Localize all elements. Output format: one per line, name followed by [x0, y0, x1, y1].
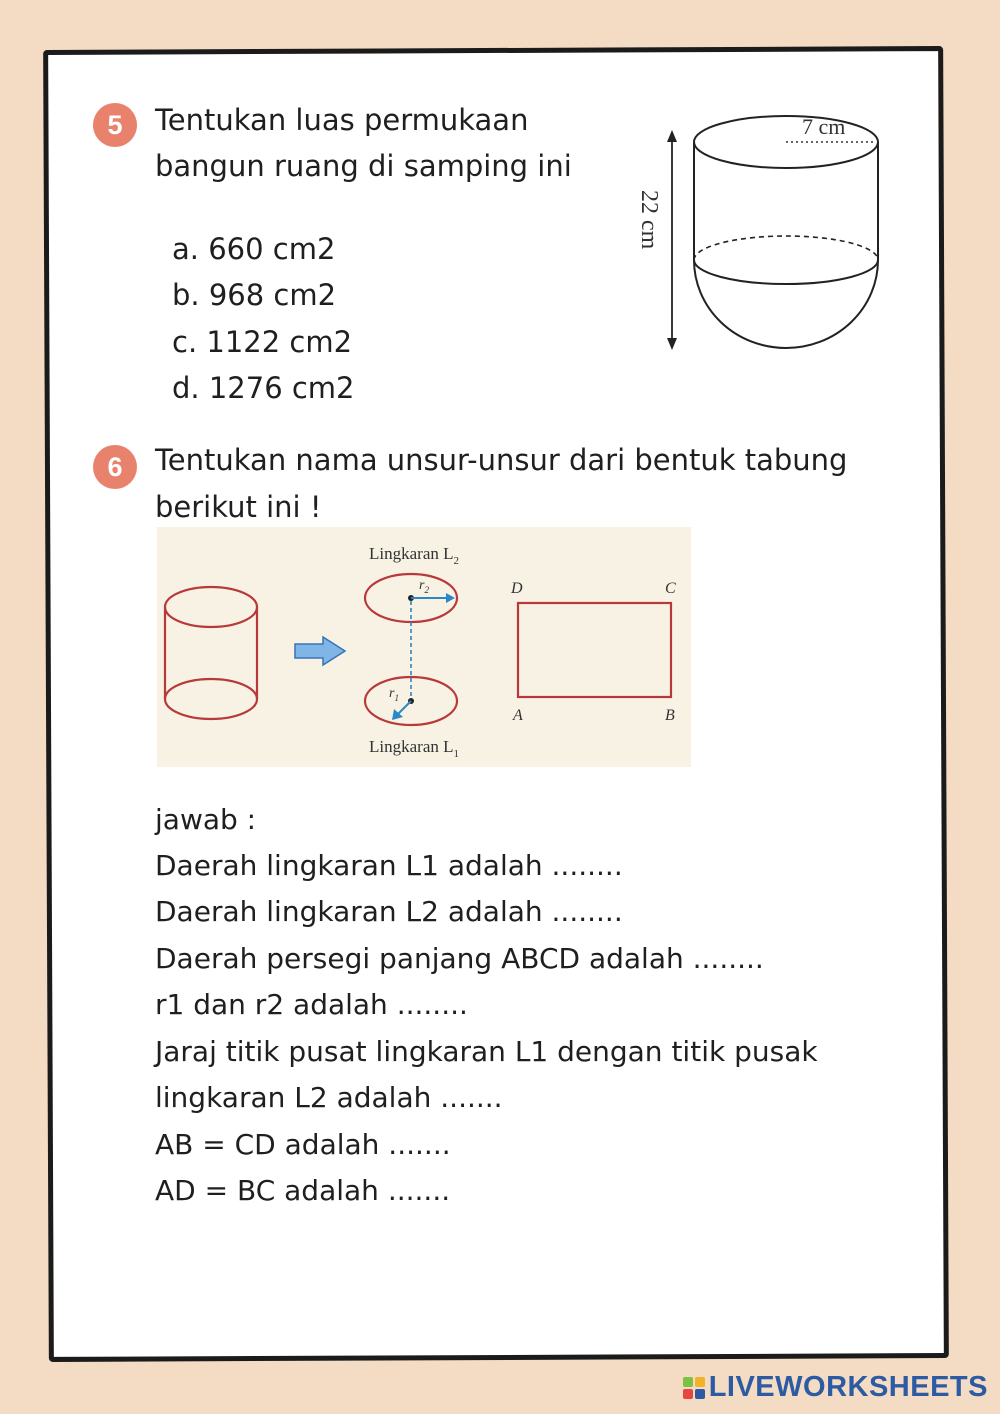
corner-c-label: C: [665, 580, 676, 597]
question-6-line-1: Tentukan nama unsur-unsur dari bentuk tabung: [155, 443, 848, 477]
corner-b-label: B: [665, 707, 675, 724]
corner-d-label: D: [511, 580, 523, 597]
question-5-option-c[interactable]: c. 1122 cm2: [172, 325, 353, 359]
liveworksheets-logo-icon: [683, 1377, 705, 1399]
question-6-badge: 6: [93, 445, 137, 489]
question-6-line-2: berikut ini !: [155, 490, 322, 524]
height-arrow-bottom: [667, 338, 677, 350]
answer-line-l2[interactable]: Daerah lingkaran L2 adalah ........: [155, 895, 623, 928]
answer-heading: jawab :: [155, 803, 257, 836]
net-figure-background: [157, 527, 691, 767]
cylinder-hemisphere-figure: [620, 100, 910, 365]
answer-line-ab-cd[interactable]: AB = CD adalah .......: [155, 1128, 451, 1161]
question-5-line-1: Tentukan luas permukaan: [155, 103, 529, 137]
cylinder-net-figure: [157, 527, 691, 767]
answer-line-r1-r2[interactable]: r1 dan r2 adalah ........: [155, 988, 468, 1021]
answer-line-ad-bc[interactable]: AD = BC adalah .......: [155, 1174, 451, 1207]
brand-text: LIVEWORKSHEETS: [708, 1371, 988, 1403]
middle-ellipse-back: [694, 236, 878, 260]
question-5-option-a[interactable]: a. 660 cm2: [172, 232, 336, 266]
answer-line-distance-1: Jaraj titik pusat lingkaran L1 dengan titik pusak: [155, 1035, 818, 1068]
answer-line-abcd[interactable]: Daerah persegi panjang ABCD adalah ........: [155, 942, 764, 975]
middle-ellipse-front: [694, 260, 878, 284]
question-5-option-d[interactable]: d. 1276 cm2: [172, 371, 355, 405]
question-5-line-2: bangun ruang di samping ini: [155, 149, 572, 183]
question-5-option-b[interactable]: b. 968 cm2: [172, 278, 337, 312]
height-label: 22 cm: [636, 190, 662, 250]
height-arrow-top: [667, 130, 677, 142]
circle-bottom-label: Lingkaran $L_1$: [369, 737, 459, 760]
circle-top-label: Lingkaran $L_2$: [369, 544, 459, 567]
liveworksheets-brand: [683, 1371, 988, 1404]
corner-a-label: A: [513, 707, 523, 724]
radius-r1-label: $r_1$: [389, 686, 399, 703]
hemisphere-outline: [694, 260, 878, 348]
answer-line-l1[interactable]: Daerah lingkaran L1 adalah ........: [155, 849, 623, 882]
question-5-badge: 5: [93, 103, 137, 147]
radius-r2-label: $r_2$: [419, 578, 429, 595]
radius-label: 7 cm: [802, 114, 846, 139]
answer-line-distance-2[interactable]: lingkaran L2 adalah .......: [155, 1081, 503, 1114]
